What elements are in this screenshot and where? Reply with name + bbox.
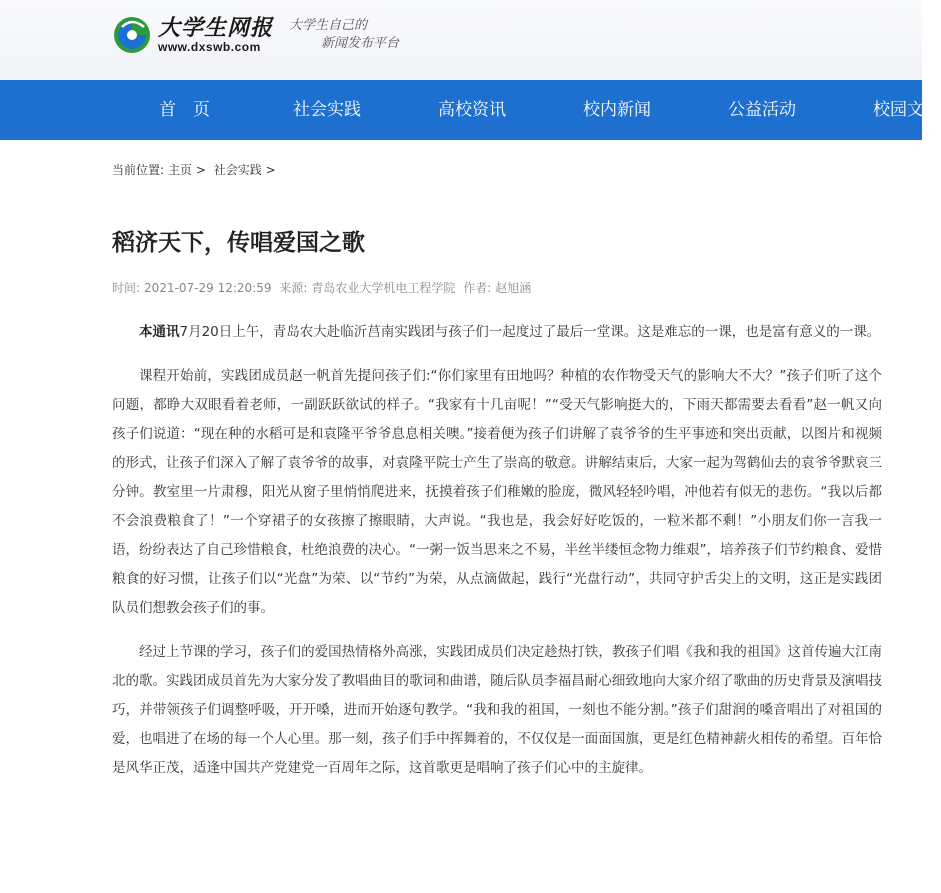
nav-item-social-practice[interactable]: 社会实践: [293, 100, 361, 120]
nav-item-home[interactable]: 首 页: [159, 100, 210, 120]
meta-source: 青岛农业大学机电工程学院: [311, 281, 456, 295]
article-body: [112, 318, 882, 798]
article-paragraph-3: 经过上节课的学习，孩子们的爱国热情格外高涨，实践团成员们决定趁热打铁，教孩子们唱《我和我的祖国》这首传遍大江南北的歌。实践团成员首先为大家分发了教唱曲目的歌词和曲谱，随后队员李福昌耐心细致地向大家介绍了歌曲的历史背景及演唱技巧，并带领孩子们调整呼吸，开开嗓，进而开始逐句教学。“我和我的祖国，一刻也不能分割。”孩子们甜润的嗓音唱出了对祖国的爱，也唱进了在场的每一个人心里。那一刻，孩子们手中挥舞着的，不仅仅是一面面国旗，更是红色精神薪火相传的希望。百年恰是风华正茂，适逢中国共产党建党一百周年之际，这首歌更是唱响了孩子们心中的主旋律。: [112, 644, 882, 776]
site-url: www.dxswb.com: [158, 40, 261, 54]
meta-time-label: 时间:: [112, 281, 141, 295]
site-name: 大学生网报: [158, 15, 274, 41]
nav-item-public-welfare[interactable]: 公益活动: [728, 100, 796, 120]
nav-item-campus-news[interactable]: 校内新闻: [583, 100, 651, 120]
site-logo[interactable]: [112, 10, 437, 60]
breadcrumb-separator: >: [195, 163, 206, 177]
site-header: [0, 0, 922, 80]
meta-author-label: 作者:: [463, 281, 492, 295]
lead-bold: 本通讯: [139, 324, 180, 340]
nav-item-college-news[interactable]: 高校资讯: [438, 100, 506, 120]
main-nav: [0, 80, 941, 140]
article-paragraph-1: [112, 318, 882, 347]
breadcrumb: [112, 161, 280, 178]
meta-source-label: 来源:: [279, 281, 308, 295]
meta-time: 2021-07-29 12:20:59: [144, 281, 272, 295]
meta-author: 赵旭涵: [495, 281, 532, 295]
breadcrumb-separator: >: [265, 163, 276, 177]
slogan-line-1: 大学生自己的: [289, 18, 368, 33]
slogan-line-2: 新闻发布平台: [321, 36, 400, 51]
paragraph-1-text: 7月20日上午，青岛农大赴临沂莒南实践团与孩子们一起度过了最后一堂课。这是难忘的一课，也是富有意义的一课。: [179, 324, 881, 340]
site-slogan: [289, 13, 399, 57]
article-title: 稻济天下，传唱爱国之歌: [112, 230, 365, 256]
article-meta: [112, 279, 535, 296]
nav-item-campus-culture[interactable]: 校园文化: [873, 100, 941, 120]
breadcrumb-item-social-practice[interactable]: 社会实践: [213, 163, 262, 177]
logo-icon: [112, 15, 152, 55]
breadcrumb-item-home[interactable]: 主页: [168, 163, 193, 177]
article-paragraph-2: 课程开始前，实践团成员赵一帆首先提问孩子们:“你们家里有田地吗？种植的农作物受天气的影响大不大？”孩子们听了这个问题，都睁大双眼看着老师，一副跃跃欲试的样子。“我家有十几亩呢！”“受天气影响挺大的，下雨天都需要去看看”赵一帆又向孩子们说道：“现在种的水稻可是和袁隆平爷爷息息相关噢。”接着便为孩子们讲解了袁爷爷的生平事迹和突出贡献，以图片和视频的形式，让孩子们深入了解了袁爷爷的故事，对袁隆平院士产生了崇高的敬意。讲解结束后，大家一起为驾鹤仙去的袁爷爷默哀三分钟。教室里一片肃穆，阳光从窗子里悄悄爬进来，抚摸着孩子们稚嫩的脸庞，微风轻轻吟唱，冲他若有似无的悲伤。“我以后都不会浪费粮食了！”一个穿裙子的女孩擦了擦眼睛，大声说。“我也是，我会好好吃饭的，一粒米都不剩！”小朋友们你一言我一语，纷纷表达了自己珍惜粮食，杜绝浪费的决心。“一粥一饭当思来之不易，半丝半缕恒念物力维艰”，培养孩子们节约粮食、爱惜粮食的好习惯，让孩子们以“光盘”为荣、以“节约”为荣，从点滴做起，践行“光盘行动”，共同守护舌尖上的文明，这正是实践团队员们想教会孩子们的事。: [112, 368, 882, 616]
breadcrumb-prefix: 当前位置:: [112, 163, 165, 177]
